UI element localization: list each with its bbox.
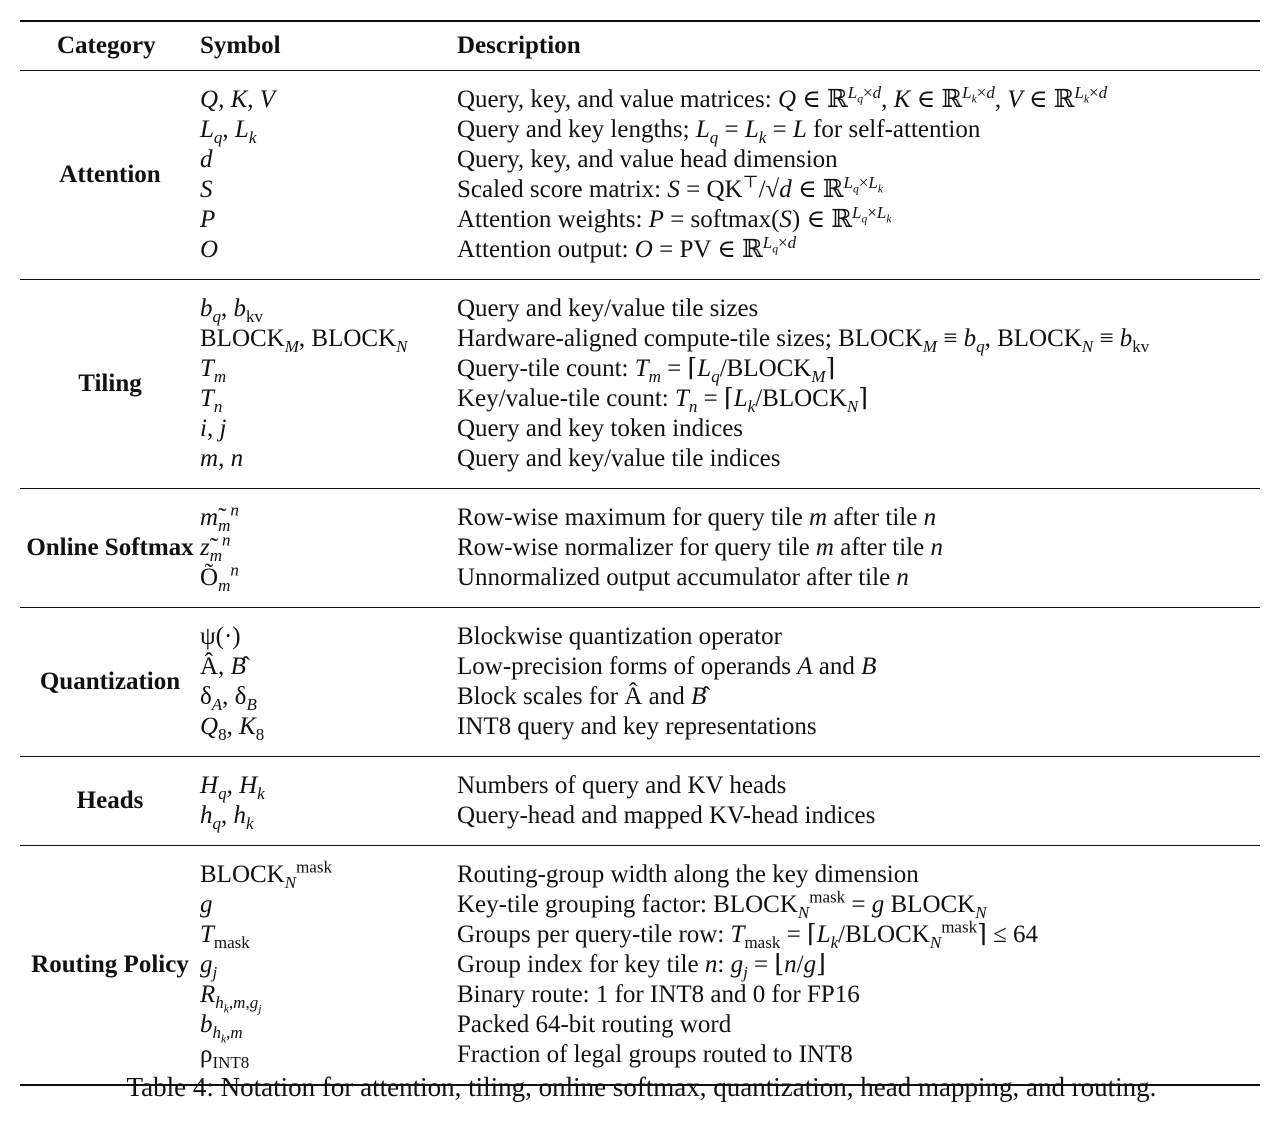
symbol-cell: ψ(·) [200, 623, 241, 650]
description-cell: Fraction of legal groups routed to INT8 [457, 1041, 853, 1068]
table-body [20, 71, 1260, 1084]
category-label: Quantization [39, 668, 181, 695]
symbol-cell: S [200, 176, 213, 203]
description-cell: Attention weights: P = softmax(S) ∈ ℝ$^{L_q\times L_k}$ [457, 202, 892, 233]
description-cell: Query-tile count: $T_m$ = $⌈L_q/BLOCK_M⌉$ [457, 355, 836, 386]
symbol-cell: $\delta_A$, $\delta_B$ [200, 683, 257, 714]
description-cell: Query-head and mapped KV-head indices [457, 802, 876, 829]
description-cell: Packed 64-bit routing word [457, 1011, 732, 1038]
table-row [20, 887, 1260, 922]
table-row [20, 384, 1260, 414]
symbol-cell: $\rho_{INT8}$ [200, 1041, 250, 1072]
symbol-cell: $T_m$ [200, 355, 227, 386]
header-description: Description [457, 32, 581, 59]
symbol-cell: i, j [200, 415, 227, 442]
category-label: Routing Policy [31, 951, 189, 978]
description-cell: Unnormalized output accumulator after tile n [457, 564, 909, 591]
category-label: Tiling [78, 370, 142, 397]
symbol-cell: $h_q$, $h_k$ [200, 802, 254, 833]
group-tiling [20, 280, 1260, 488]
description-cell: Numbers of query and KV heads [457, 772, 787, 799]
symbol-cell: $L_q$, $L_k$ [200, 116, 257, 147]
symbol-cell: $R_{h_k,m,g_j}$ [200, 981, 262, 1016]
header-symbol: Symbol [200, 32, 281, 59]
table-row [20, 801, 1260, 831]
table-row [20, 1040, 1260, 1070]
symbol-cell: O [200, 236, 219, 263]
table-row [20, 145, 1260, 175]
symbol-cell: $b_{h_k,m}$ [200, 1011, 243, 1046]
description-cell: Scaled score matrix: S = QK⊤/√d ∈ ℝ$^{L_q\times L_k}$ [457, 172, 883, 203]
table-row [20, 771, 1260, 801]
description-cell: Row-wise normalizer for query tile m after tile n [457, 534, 943, 561]
table-row [20, 202, 1260, 235]
description-cell: Blockwise quantization operator [457, 623, 782, 650]
description-cell: Query, key, and value matrices: Q ∈ ℝ$^{L_q\times d}$, K ∈ ℝ$^{L_k\times d}$, V ∈ ℝ$^{L_k\times d}$ [457, 82, 1108, 113]
table-caption: Table 4: Notation for attention, tiling, online softmax, quantization, head mapping, and routing. [126, 1072, 1157, 1102]
table-row [20, 652, 1260, 682]
description-cell: Binary route: 1 for INT8 and 0 for FP16 [457, 981, 860, 1008]
description-cell: Low-precision forms of operands A and B [457, 653, 877, 680]
table-row [20, 917, 1260, 952]
symbol-cell: $BLOCK_N^{mask}$ [200, 857, 332, 892]
group-heads [20, 757, 1260, 845]
description-cell: Query and key/value tile indices [457, 445, 781, 472]
table-row [20, 444, 1260, 474]
symbol-cell: g [200, 891, 213, 918]
symbol-cell: Â, B [200, 653, 246, 680]
description-cell: Query and key/value tile sizes [457, 295, 759, 322]
description-cell: Group index for key tile n: $g_j$ = ⌊n/g⌋ [457, 951, 826, 982]
table-row [20, 530, 1260, 565]
table-row [20, 682, 1260, 712]
description-cell: Query and key token indices [457, 415, 744, 442]
description-cell: Key-tile grouping factor: $BLOCK_N^{mask} = g$ $BLOCK_N$ [457, 887, 987, 922]
table-row [20, 232, 1260, 265]
symbol-cell: $T_n$ [200, 385, 223, 416]
table-row [20, 500, 1260, 535]
symbol-cell: d [200, 146, 213, 173]
table-row [20, 115, 1260, 145]
table-row [20, 950, 1260, 980]
description-cell: Attention output: O = PV ∈ ℝ$^{L_q\times d}$ [457, 232, 797, 263]
category-label: Heads [76, 787, 144, 814]
symbol-cell: $m_m^n$ [200, 500, 239, 535]
table-row [20, 324, 1260, 354]
table-row [20, 294, 1260, 324]
description-cell: Groups per query-tile row: $T_{mask}$ = $⌈L_k/BLOCK_N^{mask}⌉ \le 64$ [457, 917, 1039, 952]
symbol-cell: $H_q$, $H_k$ [200, 772, 265, 803]
symbol-cell: $Õ_m^n$ [200, 560, 239, 595]
group-routing-policy [20, 846, 1260, 1084]
table-row [20, 712, 1260, 742]
table-row [20, 1010, 1260, 1046]
group-online-softmax [20, 489, 1260, 607]
table-row [20, 354, 1260, 384]
description-cell: Query and key lengths; $L_q = L_k = L$ for self-attention [457, 116, 981, 147]
symbol-cell: $T_{mask}$ [200, 921, 250, 952]
table-row [20, 980, 1260, 1016]
header-category: Category [57, 32, 156, 59]
group-attention [20, 71, 1260, 279]
table-row [20, 82, 1260, 115]
category-label: Online Softmax [26, 534, 194, 561]
description-cell: Query, key, and value head dimension [457, 146, 838, 173]
header-row [20, 22, 1260, 70]
symbol-cell: $g_j$ [200, 951, 218, 982]
symbol-cell: P [200, 206, 216, 233]
symbol-cell: Q, K, V [200, 86, 276, 113]
group-quantization [20, 608, 1260, 756]
symbol-cell: $BLOCK_M$, $BLOCK_N$ [200, 325, 408, 356]
notation-table [20, 20, 1260, 1086]
table-row [20, 560, 1260, 595]
description-cell: Key/value-tile count: $T_n$ = $⌈L_k/BLOCK_N⌉$ [457, 385, 868, 416]
symbol-cell: $z_m^n$ [200, 530, 231, 565]
symbol-cell: m, n [200, 445, 244, 472]
description-cell: Row-wise maximum for query tile m after tile n [457, 504, 937, 531]
description-cell: Hardware-aligned compute-tile sizes; $BLOCK_M \equiv b_q$, $BLOCK_N \equiv b_{kv}$ [457, 325, 1150, 356]
symbol-cell: $Q_8$, $K_8$ [200, 713, 265, 744]
description-cell: INT8 query and key representations [457, 713, 817, 740]
symbol-cell: $b_q$, $b_{kv}$ [200, 295, 263, 326]
category-label: Attention [59, 161, 161, 188]
description-cell: Block scales for Â and B [457, 683, 707, 710]
table-row [20, 414, 1260, 444]
table-row [20, 857, 1260, 892]
table-row [20, 622, 1260, 652]
description-cell: Routing-group width along the key dimension [457, 861, 919, 888]
